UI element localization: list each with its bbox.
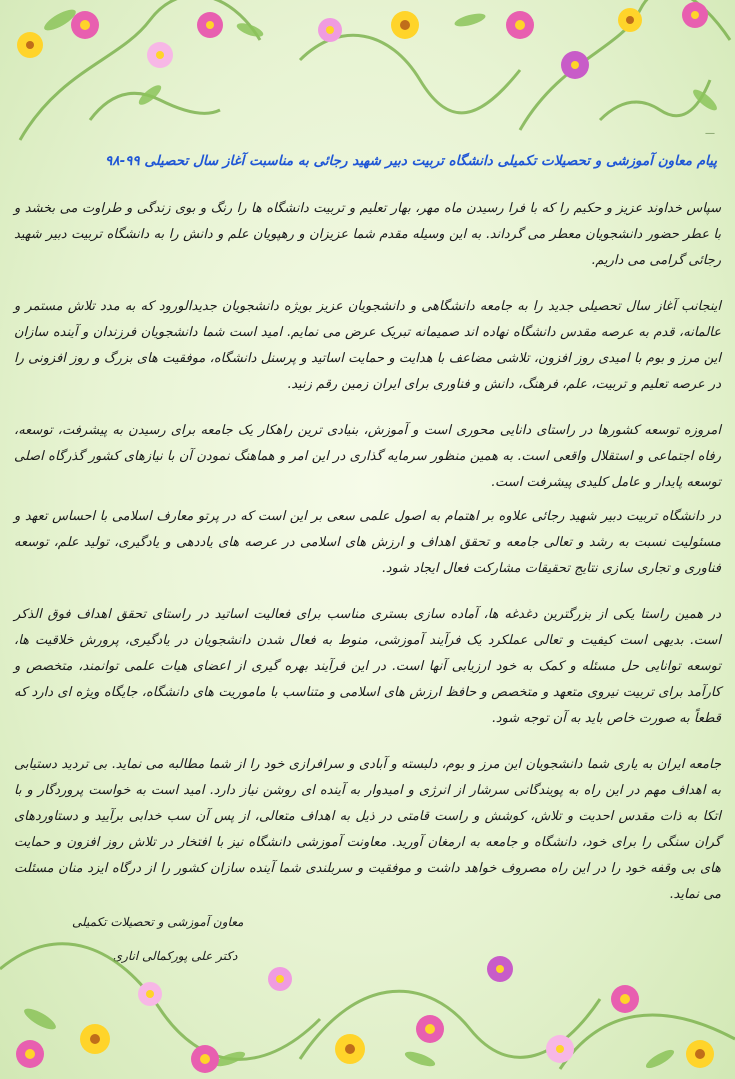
letter-paragraph-4: در دانشگاه تربیت دبیر شهید رجائی علاوه بر اهتمام به اصول علمی سعی بر این است که در پرتو معارف اسلامی با احساس تعهد و مسئولیت نسبت به رشد و تعالی جامعه و تحقق اهداف و ارزش های اسلامی در عرصه های یاددهی و یادگیری، تولید علم، توسعه فناوری و تجاری سازی نتایج تحقیقات مشارکت فعال ایجاد شود.: [14, 509, 721, 576]
letter-paragraph-6: جامعه ایران به یاری شما دانشجویان این مرز و بوم، دلبسته و آبادی و سرافرازی خود را از شما مطالبه می نماید. بی تردید دستیابی به اهداف مهم در این راه به پویندگانی سرشار از انرژی و امیدوار به آینده ای روشن نیاز دارد. امید است به خواست پروردگار و با اتکا به ذات مقدس احدیت و تلاش، کوشش و راست قامتی در ذیل به اهداف متعالی، از پس آن سب خدابی برآیید و دستاوردهای گران سنگی را برای خود، دانشگاه و جامعه به ارمغان آورید. معاونت آموزشی دانشگاه نیز با افتخار در تلاش روز افزون و حمایت های بی وقفه خود را در این راه مصروف خواهد داشت و موفقیت و سربلندی شما آینده سازان کشور را از درگاه ایزد منان مسئلت می نماید.: [14, 757, 721, 902]
flower-decoration: [17, 2, 708, 79]
flower-decoration: [16, 956, 714, 1073]
letter-paragraph-3: امروزه توسعه کشورها در راستای دانایی محوری است و آموزش، بنیادی ترین راهکار یک جامعه برای رسیدن به پیشرفت، توسعه، رفاه اجتماعی و استقلال واقعی است. به همین منظور سرمایه گذاری در این امر و هماهنگ نمودن آن با نیازهای کشور گذرگاه اصلی توسعه پایدار و عامل کلیدی پیشرفت است.: [14, 423, 721, 490]
letter-title: پیام معاون آموزشی و تحصیلات تکمیلی دانشگاه تربیت دبیر شهید رجائی به مناسبت آغاز سال تحصیلی ۹۹-۹۸: [105, 153, 717, 169]
letter-body: [14, 150, 721, 908]
letter-paragraph-5: در همین راستا یکی از بزرگترین دغدغه ها، آماده سازی بستری مناسب برای فعالیت اساتید در راستای تحقق اهداف فوق الذکر است. بدیهی است کیفیت و تعالی عملکرد یک فرآیند آموزشی، منوط به فعال شدن دانشجویان در یادگیری، پرورش خلاقیت ها، توسعه توانایی حل مسئله و کمک به خود ارزیابی آنها است. در این فرآیند بهره گیری از اعضای هیات علمی توانمند، متخصص و کارآمد برای تربیت نیروی متعهد و متخصص و حافظ ارزش های اسلامی و متناسب با ماموریت های دانشگاه، جایگاه ویژه ای دارد که قطعاً به صورت خاص باید به آن توجه شود.: [14, 607, 721, 726]
letter-paragraph-2: اینجانب آغاز سال تحصیلی جدید را به جامعه دانشگاهی و دانشجویان عزیز بویژه دانشجویان جدیدالورود که به مدد تلاش مستمر و عالمانه، قدم به عرصه مقدس دانشگاه نهاده اند صمیمانه تبریک عرض می نمایم. امید است شما دانشجویان فرزندان و آینده سازان این مرز و بوم با امیدی روز افزون، تلاشی مضاعف با هدایت و حمایت اساتید و پرسنل دانشگاه، موفقیت های بزرگ و روز افزونی را در عرصه تعلیم و تربیت، علم، فرهنگ، دانش و فناوری برای ایران زمین رقم زنید.: [14, 299, 721, 392]
signature-name: دکتر علی پورکمالی اناری: [112, 949, 238, 963]
leaf-decoration: [41, 6, 719, 114]
bottom-floral-border: [0, 909, 735, 1079]
letter-paragraph-1: سپاس خداوند عزیز و حکیم را که با فرا رسیدن ماه مهر، بهار تعلیم و تربیت دانشگاه ها را رنگ و بوی زندگی و طراوت می بخشد و با عطر حضور دانشجویان معطر می گرداند. به این وسیله مقدم شما عزیزان و رهپویان علم و دانش را به دانشگاه تربیت دبیر شهید رجائی گرامی می داریم.: [14, 201, 721, 268]
corner-mark: —: [705, 128, 715, 139]
top-floral-border: [0, 0, 735, 150]
signature-role: معاون آموزشی و تحصیلات تکمیلی: [72, 915, 244, 929]
